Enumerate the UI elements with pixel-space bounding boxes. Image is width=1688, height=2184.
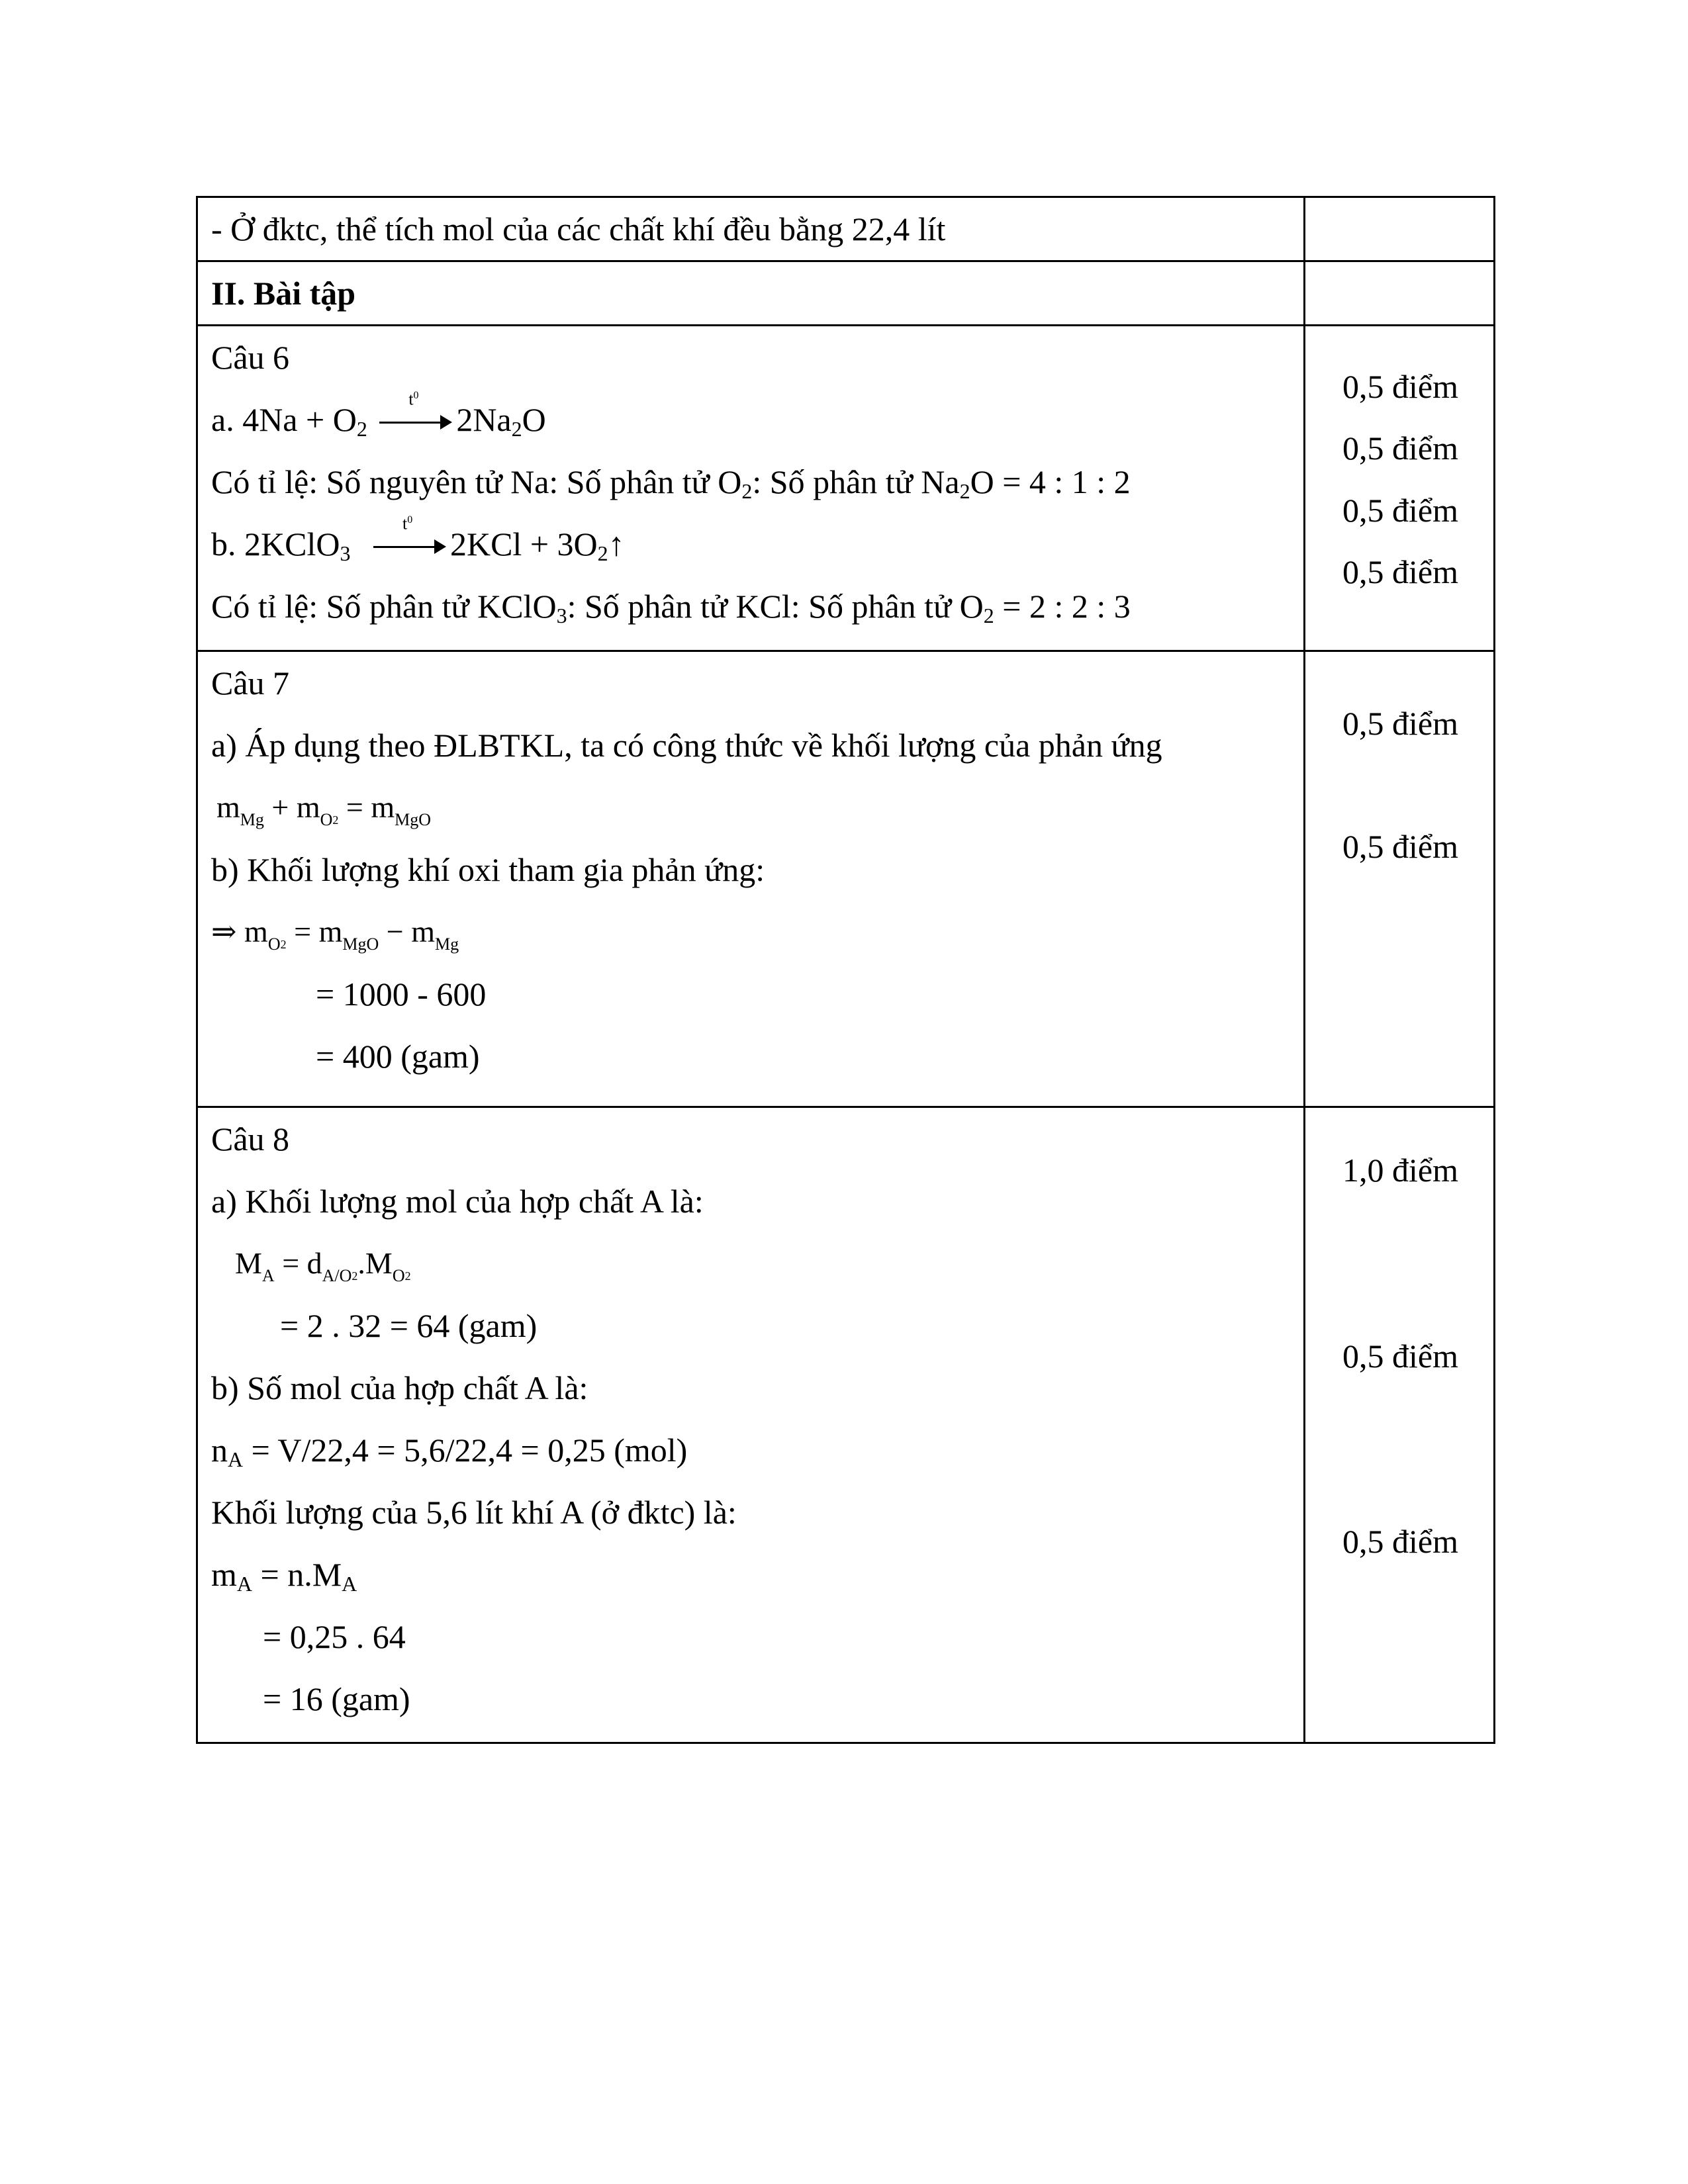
- score-value: 0,5 điểm: [1342, 553, 1458, 590]
- score-value: 1,0 điểm: [1342, 1152, 1458, 1189]
- mass-equation: $m_{Mg} + m_{O2} = m_{MgO}$: [216, 790, 432, 829]
- mass-equation: $m_A = n.M_A$: [211, 1556, 357, 1596]
- calc-step: = 0,25 . 64: [263, 1618, 406, 1655]
- content-cell: [197, 197, 1305, 261]
- content-cell: [197, 326, 1305, 651]
- answer-table: [196, 196, 1495, 1744]
- statement-a: a) Áp dụng theo ĐLBTKL, ta có công thức về khối lượng của phản ứng: [211, 727, 1162, 764]
- score-cell: [1305, 261, 1495, 326]
- calc-result: = 16 (gam): [263, 1680, 410, 1717]
- molar-mass-equation: $M_A = d_{A/O2}.M_{O2}$: [235, 1246, 411, 1285]
- score-value: 0,5 điểm: [1342, 1338, 1458, 1375]
- table-row: [197, 197, 1495, 261]
- score-value: 0,5 điểm: [1342, 430, 1458, 467]
- calc-result: = 2 . 32 = 64 (gam): [280, 1307, 538, 1344]
- statement-b: b) Khối lượng khí oxi tham gia phản ứng:: [211, 851, 765, 888]
- gas-arrow-icon: ↑: [608, 525, 625, 563]
- content-cell: [197, 261, 1305, 326]
- question-label: Câu 7: [211, 664, 290, 702]
- score-value: 0,5 điểm: [1342, 828, 1458, 865]
- table-row: [197, 1107, 1495, 1743]
- score-value: 0,5 điểm: [1342, 368, 1458, 405]
- statement-b: b) Số mol của hợp chất A là:: [211, 1369, 588, 1406]
- equation-text: a. 4Na + O: [211, 401, 357, 438]
- mass-statement: Khối lượng của 5,6 lít khí A (ở đktc) là:: [211, 1494, 737, 1531]
- subscript: 2: [511, 417, 522, 441]
- content-cell: [197, 1107, 1305, 1743]
- table-row: [197, 326, 1495, 651]
- score-cell: [1305, 326, 1495, 651]
- oxygen-mass-equation: ⇒ $m_{O2} = m_{MgO} - m_{Mg}$: [211, 915, 459, 954]
- content-cell: [197, 651, 1305, 1107]
- arrow-condition: $t^0$: [408, 389, 419, 409]
- equation-text: 2Na: [456, 401, 512, 438]
- arrow-condition: $t^0$: [402, 514, 413, 533]
- calc-step: = 1000 - 600: [316, 976, 487, 1013]
- implies-icon: ⇒: [211, 915, 237, 948]
- table-row: [197, 261, 1495, 326]
- equation-a: [198, 388, 1303, 451]
- score-cell: [1305, 651, 1495, 1107]
- subscript: 2: [356, 417, 367, 441]
- intro-text: - Ở đktc, thể tích mol của các chất khí đều bằng 22,4 lít: [211, 210, 946, 248]
- score-cell: [1305, 1107, 1495, 1743]
- score-value: 0,5 điểm: [1342, 1523, 1458, 1560]
- statement-a: a) Khối lượng mol của hợp chất A là:: [211, 1183, 704, 1220]
- equation-b: b. 2KClO$_3$ $t^0$ $2KCl + 3O_2↑$: [198, 513, 1303, 575]
- section-title: II. Bài tập: [211, 275, 356, 312]
- ratio-b: Có tỉ lệ: Số phân tử KClO$_3$: Số phân tử KCl: Số phân tử $O_2 = 2$ : 2 : 3: [211, 588, 1131, 627]
- question-label: Câu 8: [211, 1120, 290, 1158]
- table-row: [197, 651, 1495, 1107]
- score-cell: [1305, 197, 1495, 261]
- reaction-arrow-icon: [379, 389, 452, 433]
- score-value: 0,5 điểm: [1342, 492, 1458, 529]
- equation-text: O: [522, 401, 546, 438]
- score-value: 0,5 điểm: [1342, 705, 1458, 742]
- calc-result: = 400 (gam): [316, 1038, 480, 1075]
- ratio-a: Có tỉ lệ: Số nguyên tử Na: Số phân tử $O_2$: Số phân tử $Na_2O = 4$ : 1 : 2: [211, 463, 1131, 503]
- question-label: Câu 6: [211, 339, 290, 376]
- moles-equation: $n_A = V/22,4 = 5,6/22,4 = 0,25$ (mol): [211, 1432, 688, 1471]
- reaction-arrow-icon: [373, 514, 446, 558]
